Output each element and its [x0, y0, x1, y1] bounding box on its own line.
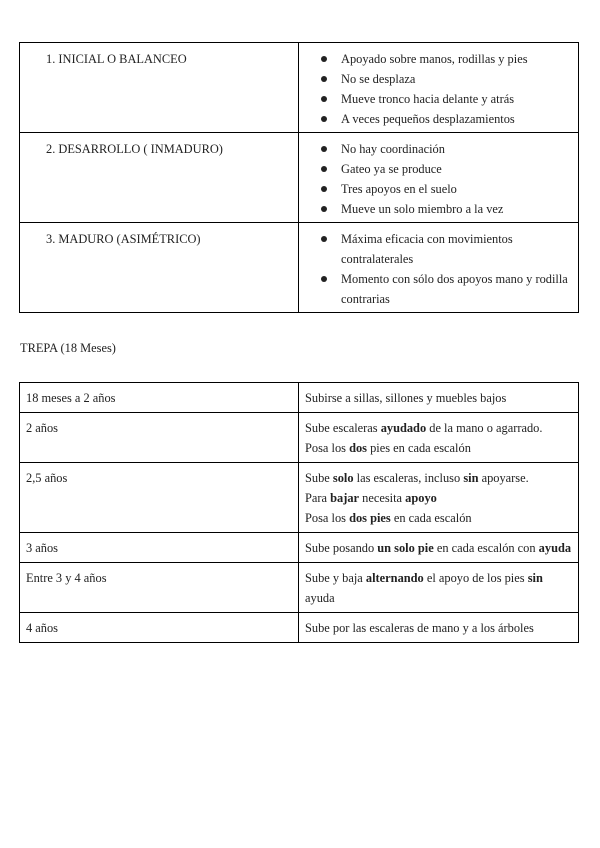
description-line [305, 508, 572, 528]
stage-row [20, 223, 579, 313]
stage-items-cell [299, 133, 579, 223]
description-text: ayuda [305, 591, 335, 605]
age-label: Entre 3 y 4 años [26, 571, 107, 585]
climbing-row [20, 383, 579, 413]
description-line [305, 568, 572, 608]
description-line [305, 488, 572, 508]
description-text: el apoyo de los pies [423, 571, 528, 585]
stage-label-cell [20, 133, 299, 223]
emphasis-text: apoyo [405, 491, 437, 505]
bullet-item: Máxima eficacia con movimientos contralaterales [309, 229, 568, 269]
age-cell [20, 613, 299, 643]
description-line [305, 468, 572, 488]
stage-items-cell [299, 223, 579, 313]
bullet-item: Tres apoyos en el suelo [309, 179, 568, 199]
stage-label: 1. INICIAL O BALANCEO [46, 52, 187, 66]
emphasis-text: sin [463, 471, 479, 485]
description-text: Posa los [305, 441, 350, 455]
bullet-item: Gateo ya se produce [309, 159, 568, 179]
description-text: Sube [305, 471, 333, 485]
description-line [305, 538, 572, 558]
stage-label-cell [20, 223, 299, 313]
bullet-item: No hay coordinación [309, 139, 568, 159]
description-line [305, 438, 572, 458]
description-text: las escaleras, incluso [353, 471, 464, 485]
description-text: Posa los [305, 511, 350, 525]
stage-row [20, 43, 579, 133]
climbing-row [20, 413, 579, 463]
stage-label: 3. MADURO (ASIMÉTRICO) [46, 232, 201, 246]
age-label: 18 meses a 2 años [26, 391, 116, 405]
emphasis-text: solo [332, 471, 354, 485]
emphasis-text: bajar [330, 491, 360, 505]
description-cell [299, 533, 579, 563]
description-text: Sube y baja [305, 571, 366, 585]
emphasis-text: un solo pie [377, 541, 434, 555]
stage-row [20, 133, 579, 223]
description-line [305, 418, 572, 438]
description-cell [299, 613, 579, 643]
climbing-row [20, 533, 579, 563]
emphasis-text: alternando [365, 571, 424, 585]
emphasis-text: ayuda [538, 541, 572, 555]
emphasis-text: dos pies [349, 511, 391, 525]
stage-bullet-list [309, 49, 568, 129]
description-text: Subirse a sillas, sillones y muebles bajos [305, 391, 507, 405]
stage-label-cell [20, 43, 299, 133]
bullet-item: No se desplaza [309, 69, 568, 89]
age-label: 4 años [26, 621, 59, 635]
stage-bullet-list [309, 229, 568, 309]
description-text: Sube escaleras [305, 421, 381, 435]
age-label: 2 años [26, 421, 59, 435]
climbing-row [20, 463, 579, 533]
crawling-stages-body [20, 43, 579, 313]
description-line [305, 388, 572, 408]
bullet-item: Apoyado sobre manos, rodillas y pies [309, 49, 568, 69]
description-text: Sube posando [305, 541, 378, 555]
climbing-body [20, 383, 579, 643]
description-text: en cada escalón [390, 511, 472, 525]
age-label: 3 años [26, 541, 59, 555]
bullet-item: Mueve tronco hacia delante y atrás [309, 89, 568, 109]
description-text: pies en cada escalón [367, 441, 471, 455]
description-text: necesita [359, 491, 406, 505]
stage-items-cell [299, 43, 579, 133]
description-cell [299, 463, 579, 533]
age-cell [20, 463, 299, 533]
bullet-item: Momento con sólo dos apoyos mano y rodilla contrarias [309, 269, 568, 309]
section-heading: TREPA (18 Meses) [20, 341, 116, 355]
climbing-row [20, 563, 579, 613]
description-text: Para [305, 491, 331, 505]
description-line [305, 618, 572, 638]
age-cell [20, 533, 299, 563]
emphasis-text: sin [527, 571, 543, 585]
stage-bullet-list [309, 139, 568, 219]
climbing-table [19, 382, 579, 643]
age-cell [20, 383, 299, 413]
description-text: apoyarse. [478, 471, 529, 485]
description-text: de la mano o agarrado. [426, 421, 543, 435]
age-label: 2,5 años [26, 471, 68, 485]
description-cell [299, 383, 579, 413]
emphasis-text: dos [349, 441, 367, 455]
bullet-item: Mueve un solo miembro a la vez [309, 199, 568, 219]
description-text: Sube por las escaleras de mano y a los árboles [305, 621, 534, 635]
description-text: en cada escalón con [433, 541, 539, 555]
stage-label: 2. DESARROLLO ( INMADURO) [46, 142, 223, 156]
age-cell [20, 563, 299, 613]
age-cell [20, 413, 299, 463]
bullet-item: A veces pequeños desplazamientos [309, 109, 568, 129]
description-cell [299, 563, 579, 613]
climbing-row [20, 613, 579, 643]
crawling-stages-table [19, 42, 579, 313]
emphasis-text: ayudado [380, 421, 427, 435]
description-cell [299, 413, 579, 463]
